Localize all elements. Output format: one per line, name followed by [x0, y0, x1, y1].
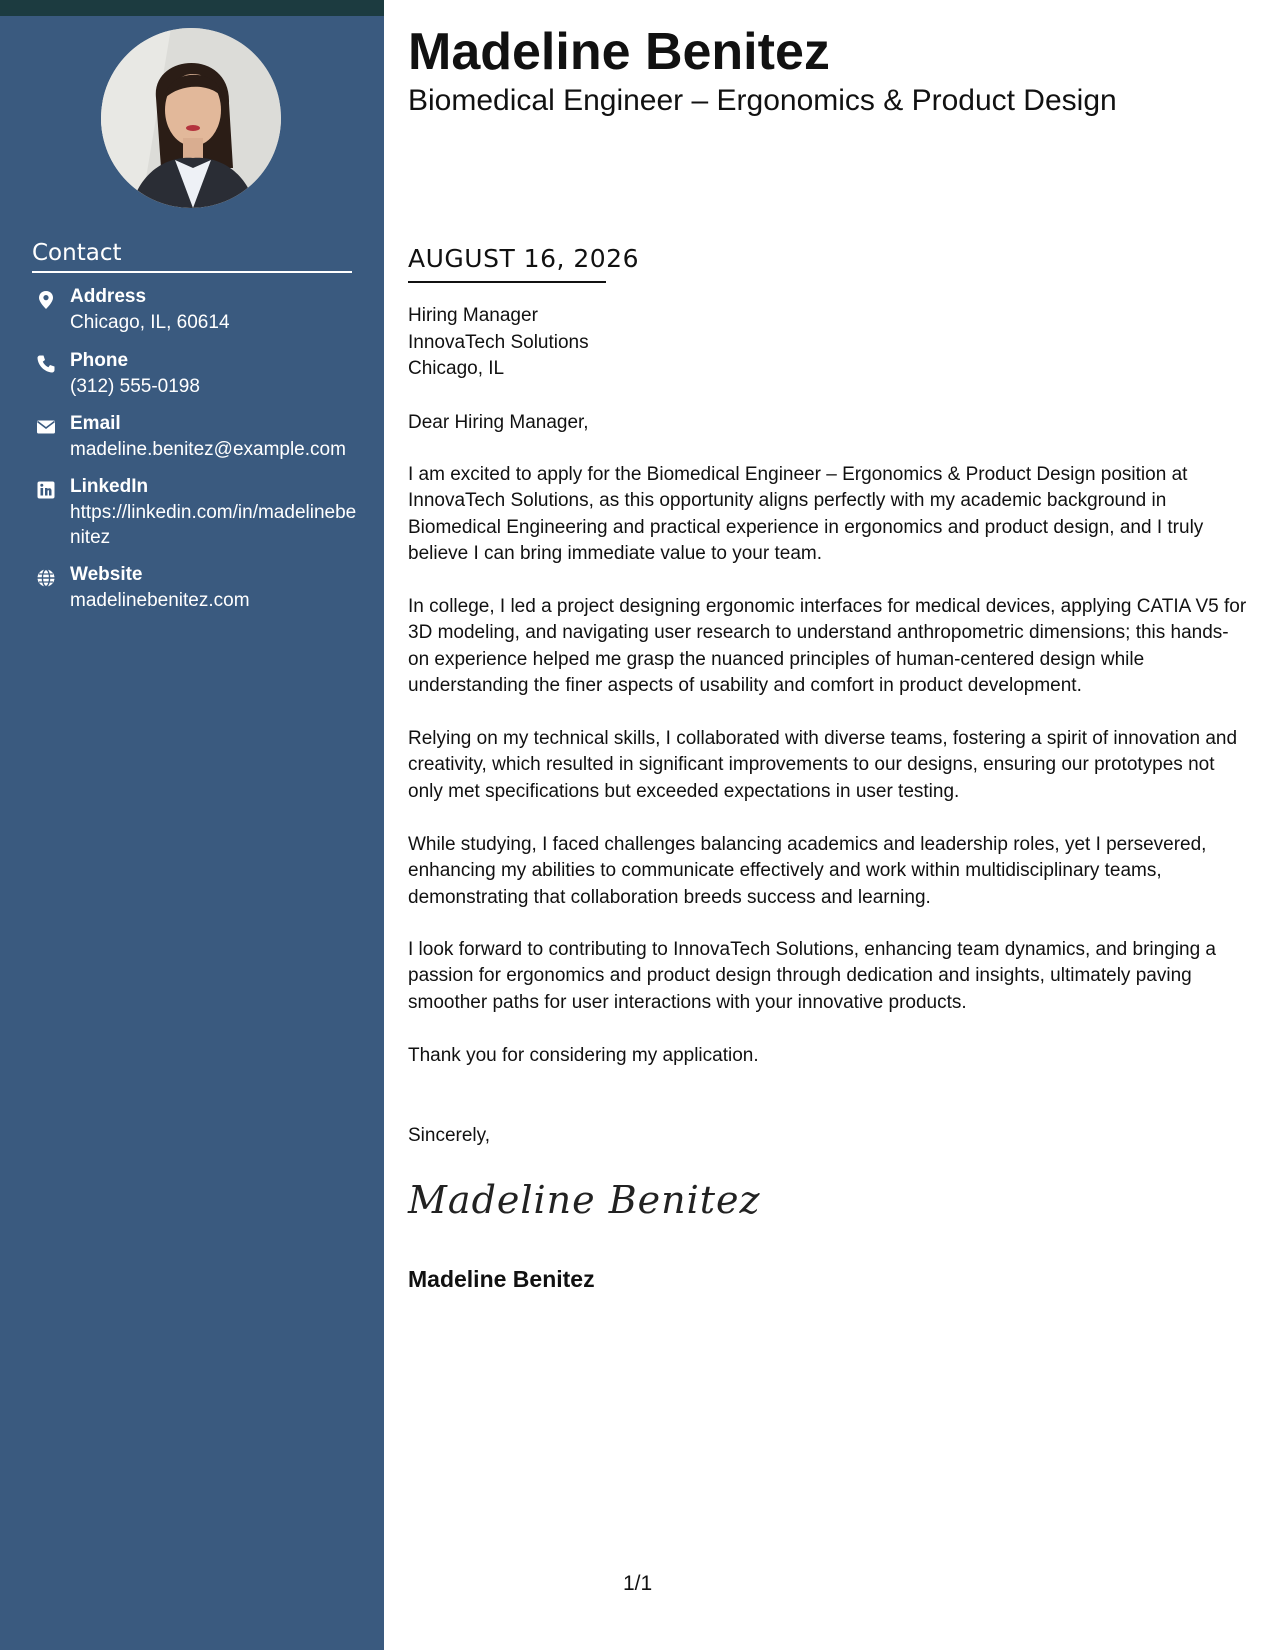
- contact-divider: [32, 271, 352, 273]
- date-underline: [408, 281, 606, 283]
- contact-value: (312) 555-0198: [70, 376, 200, 397]
- salutation: Dear Hiring Manager,: [408, 412, 589, 433]
- recipient-block: [408, 303, 589, 383]
- paragraph: While studying, I faced challenges balancing academics and leadership roles, yet I persevered, enhancing my abilities to communicate effectively and work within multidisciplinary teams, demonstrating that collaboration breeds success and learning.: [408, 834, 1207, 908]
- contact-value: madeline.benitez@example.com: [70, 439, 346, 460]
- paragraph: In college, I led a project designing ergonomic interfaces for medical devices, applying CATIA V5 for 3D modeling, and navigating user research to understand anthropometric dimensions; this hands-on experience helped me grasp the nuanced principles of human-centered design while understanding the finer aspects of usability and comfort in product development.: [408, 596, 1247, 696]
- phone-icon: [36, 354, 56, 374]
- contact-label: Website: [70, 564, 143, 585]
- contact-label: Address: [70, 286, 147, 307]
- linkedin-icon: [36, 480, 56, 500]
- recipient-company: InnovaTech Solutions: [408, 331, 589, 353]
- profile-photo: [101, 28, 281, 208]
- signed-name: Madeline Benitez: [408, 1266, 595, 1292]
- contact-label: Phone: [70, 350, 129, 371]
- contact-value: madelinebenitez.com: [70, 590, 250, 611]
- paragraph: I look forward to contributing to InnovaTech Solutions, enhancing team dynamics, and bringing a passion for ergonomics and product design through dedication and insights, ultimately paving smoother paths for user interactions with your innovative products.: [408, 939, 1216, 1013]
- contact-label: LinkedIn: [70, 476, 149, 497]
- paragraph: I am excited to apply for the Biomedical Engineer – Ergonomics & Product Design position at InnovaTech Solutions, as this opportunity aligns perfectly with my academic background in Biomedical Engineering and practical experience in ergonomics and product design, and I truly believe I can bring immediate value to your team.: [408, 464, 1204, 564]
- closing: Sincerely,: [408, 1125, 491, 1146]
- recipient-title: Hiring Manager: [408, 305, 538, 326]
- contact-label: Email: [70, 413, 121, 434]
- applicant-name: Madeline Benitez: [408, 23, 830, 81]
- contact-value: https://linkedin.com/in/madelinebenitez: [70, 502, 357, 548]
- applicant-role: Biomedical Engineer – Ergonomics & Product Design: [408, 84, 1117, 117]
- contact-heading: Contact: [32, 240, 122, 266]
- contact-value: Chicago, IL, 60614: [70, 312, 230, 333]
- letter-date: AUGUST 16, 2026: [408, 244, 639, 273]
- paragraph: Thank you for considering my application.: [408, 1045, 759, 1066]
- handwritten-signature: Madeline Benitez: [408, 1178, 761, 1222]
- envelope-icon: [36, 417, 56, 437]
- paragraph: Relying on my technical skills, I collaborated with diverse teams, fostering a spirit of innovation and creativity, which resulted in significant improvements to our designs, ensuring our prototypes not only met specifications but exceeded expectations in user testing.: [408, 728, 1238, 802]
- recipient-location: Chicago, IL: [408, 358, 505, 379]
- sidebar-top-strip: [0, 0, 384, 16]
- map-pin-icon: [36, 290, 56, 310]
- globe-icon: [36, 568, 56, 588]
- page-number: 1/1: [623, 1572, 653, 1595]
